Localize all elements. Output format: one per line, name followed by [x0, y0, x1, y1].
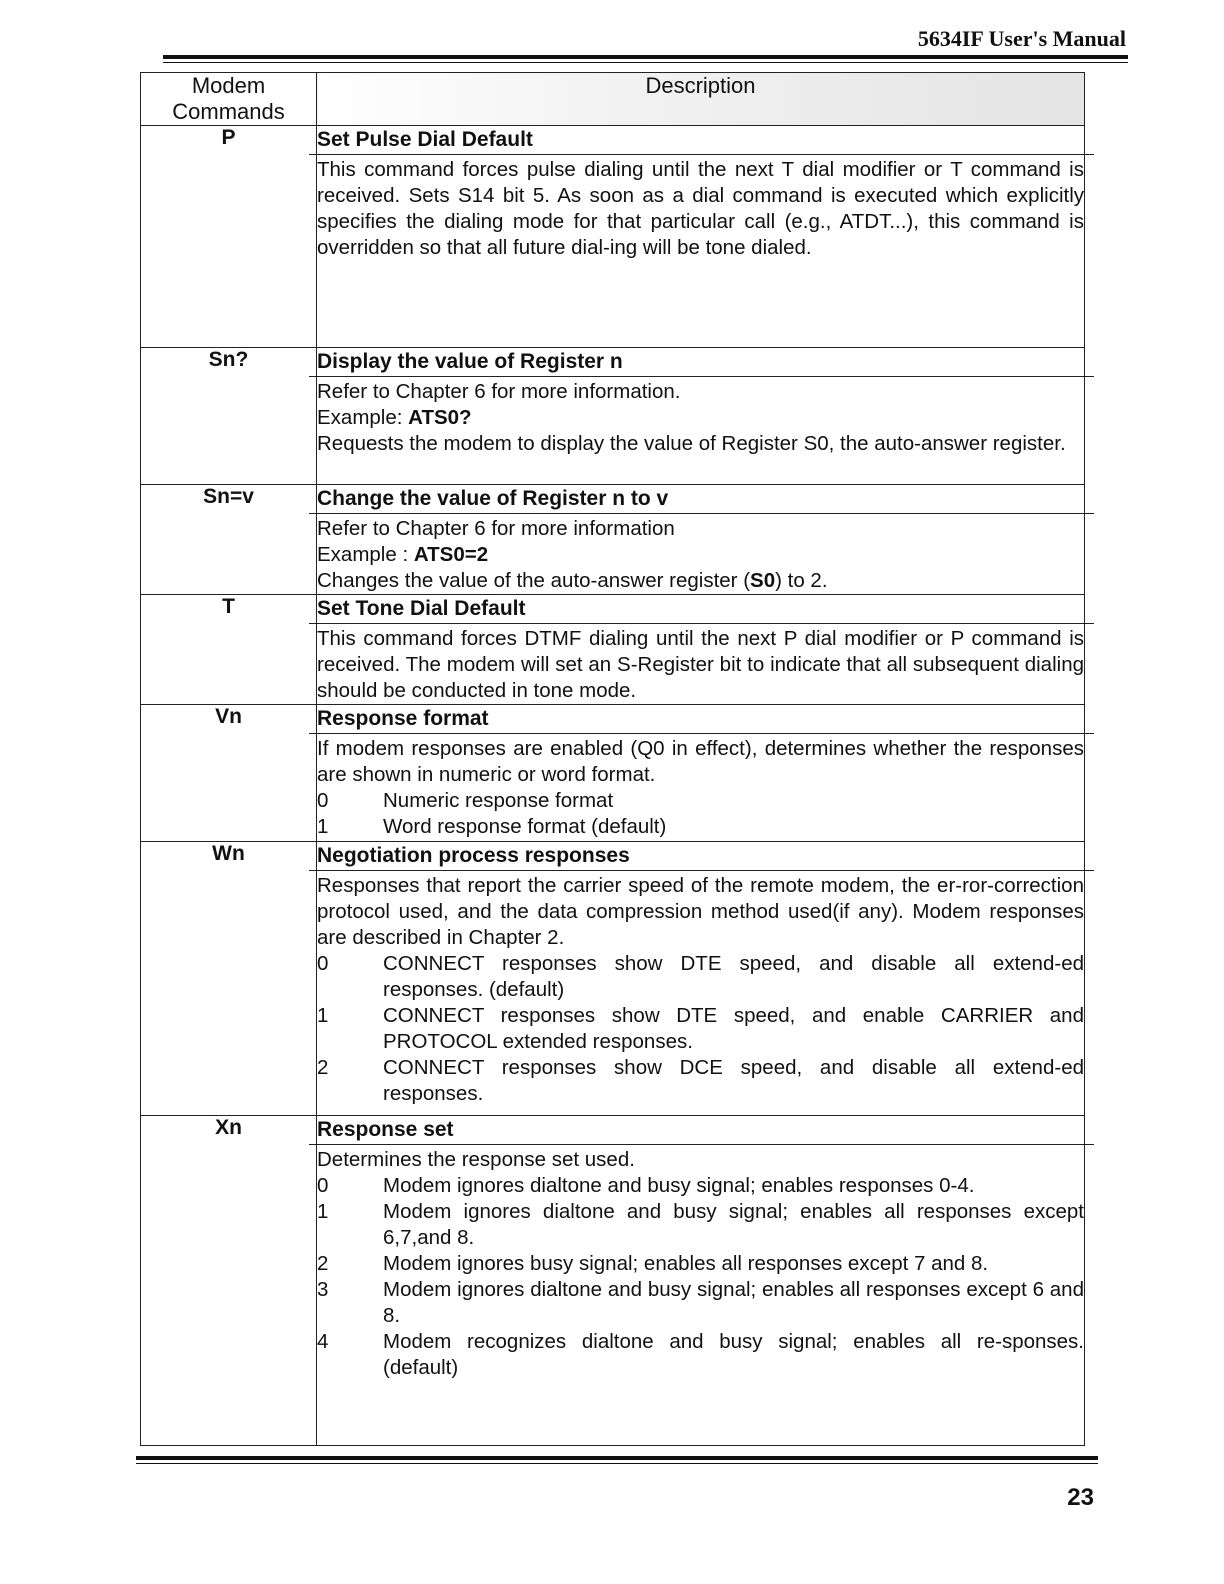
- text-part: Changes the value of the auto-answer register (: [317, 569, 751, 592]
- description-title: Display the value of Register n: [309, 348, 1094, 377]
- option-text: CONNECT responses show DTE speed, and disable all extend-ed responses. (default): [383, 952, 1084, 1001]
- modem-commands-table: [140, 72, 1085, 1446]
- header-rule-thin: [163, 62, 1128, 63]
- option-text: Modem ignores dialtone and busy signal; enables all responses except 6,7,and 8.: [383, 1200, 1084, 1249]
- example-label: Example :: [317, 543, 414, 566]
- description-cell: [317, 1116, 1085, 1446]
- option-item: [317, 1199, 1084, 1251]
- option-item: [317, 1277, 1084, 1329]
- option-text: Modem ignores dialtone and busy signal; enables responses 0-4.: [383, 1174, 975, 1197]
- text-part: ) to 2.: [775, 569, 828, 592]
- example-value: ATS0=2: [413, 543, 489, 566]
- option-number: 1: [317, 1200, 329, 1223]
- manual-title: 5634IF User's Manual: [917, 26, 1126, 51]
- description-text: Responses that report the carrier speed of the remote modem, the er-ror-correction protocol used, and the data compression method used(if any). Modem responses are described in Chapter 2.: [317, 874, 1084, 949]
- command-cell: Wn: [141, 842, 317, 1116]
- option-number: 2: [317, 1252, 329, 1275]
- option-text: Modem ignores dialtone and busy signal; enables all responses except 6 and 8.: [383, 1278, 1084, 1327]
- option-item: [317, 1003, 1084, 1055]
- example-value: ATS0?: [408, 406, 472, 429]
- footer-rule: [136, 1456, 1098, 1460]
- example-label: Example:: [317, 406, 409, 429]
- option-item: [317, 1173, 1084, 1199]
- description-text: Determines the response set used.: [317, 1148, 635, 1171]
- table-row: [141, 705, 1085, 842]
- option-item: [317, 788, 1084, 814]
- description-text: Refer to Chapter 6 for more information: [317, 517, 675, 540]
- table-row: [141, 842, 1085, 1116]
- option-item: [317, 1055, 1084, 1107]
- footer-rule-thin: [136, 1463, 1098, 1464]
- description-text-2: Requests the modem to display the value of Register S0, the auto-answer register.: [317, 432, 1066, 455]
- description-text: This command forces DTMF dialing until the next P dial modifier or P command is received. The modem will set an S-Register bit to indicate that all subsequent dialing should be conducted in tone mode.: [317, 627, 1084, 702]
- description-cell: [317, 595, 1085, 705]
- description-title: Set Pulse Dial Default: [309, 126, 1094, 155]
- description-title: Response format: [309, 705, 1094, 734]
- command-cell: T: [141, 595, 317, 705]
- register-name: S0: [750, 569, 776, 592]
- description-cell: [317, 348, 1085, 485]
- command-cell: P: [141, 126, 317, 348]
- option-item: [317, 951, 1084, 1003]
- option-number: 0: [317, 1174, 329, 1197]
- description-text-2: [317, 568, 1084, 594]
- option-text: Numeric response format: [383, 789, 614, 812]
- option-number: 3: [317, 1278, 329, 1301]
- description-title: Negotiation process responses: [309, 842, 1094, 871]
- table-row: [141, 348, 1085, 485]
- option-number: 0: [317, 789, 329, 812]
- command-cell: Vn: [141, 705, 317, 842]
- description-cell: [317, 126, 1085, 348]
- option-number: 2: [317, 1056, 329, 1079]
- table-row: [141, 485, 1085, 595]
- header-rule: [163, 55, 1128, 59]
- description-title: Set Tone Dial Default: [309, 595, 1094, 624]
- option-text: CONNECT responses show DCE speed, and disable all extend-ed responses.: [383, 1056, 1084, 1105]
- option-item: [317, 1329, 1084, 1381]
- description-title: Change the value of Register n to v: [309, 485, 1094, 514]
- description-text: If modem responses are enabled (Q0 in effect), determines whether the responses are shown in numeric or word format.: [317, 737, 1084, 786]
- option-text: Modem ignores busy signal; enables all responses except 7 and 8.: [383, 1252, 989, 1275]
- table-header-row: [141, 73, 1085, 126]
- command-cell: Sn=v: [141, 485, 317, 595]
- description-cell: [317, 485, 1085, 595]
- column-header-description: Description: [317, 73, 1085, 126]
- description-cell: [317, 705, 1085, 842]
- table-row: [141, 595, 1085, 705]
- column-header-command: Modem Commands: [141, 73, 317, 126]
- option-number: 4: [317, 1330, 329, 1353]
- description-text: Refer to Chapter 6 for more information.: [317, 380, 681, 403]
- page-number: 23: [1067, 1484, 1094, 1511]
- option-number: 1: [317, 815, 329, 838]
- option-number: 1: [317, 1004, 329, 1027]
- command-cell: Xn: [141, 1116, 317, 1446]
- option-item: [317, 1251, 1084, 1277]
- table-row: [141, 1116, 1085, 1446]
- option-text: CONNECT responses show DTE speed, and enable CARRIER and PROTOCOL extended responses.: [383, 1004, 1084, 1053]
- option-text: Modem recognizes dialtone and busy signal; enables all re-sponses. (default): [383, 1330, 1084, 1379]
- option-number: 0: [317, 952, 329, 975]
- option-item: [317, 814, 1084, 840]
- example-line: [317, 405, 1084, 431]
- option-text: Word response format (default): [383, 815, 667, 838]
- table-row: [141, 126, 1085, 348]
- example-line: [317, 542, 1084, 568]
- description-text: This command forces pulse dialing until the next T dial modifier or T command is received. Sets S14 bit 5. As soon as a dial command is executed which explicitly specifies the dialing mode for that particular call (e.g., ATDT...), this command is overridden so that all future dial-ing will be tone dialed.: [317, 158, 1084, 259]
- command-cell: Sn?: [141, 348, 317, 485]
- description-title: Response set: [309, 1116, 1094, 1145]
- description-cell: [317, 842, 1085, 1116]
